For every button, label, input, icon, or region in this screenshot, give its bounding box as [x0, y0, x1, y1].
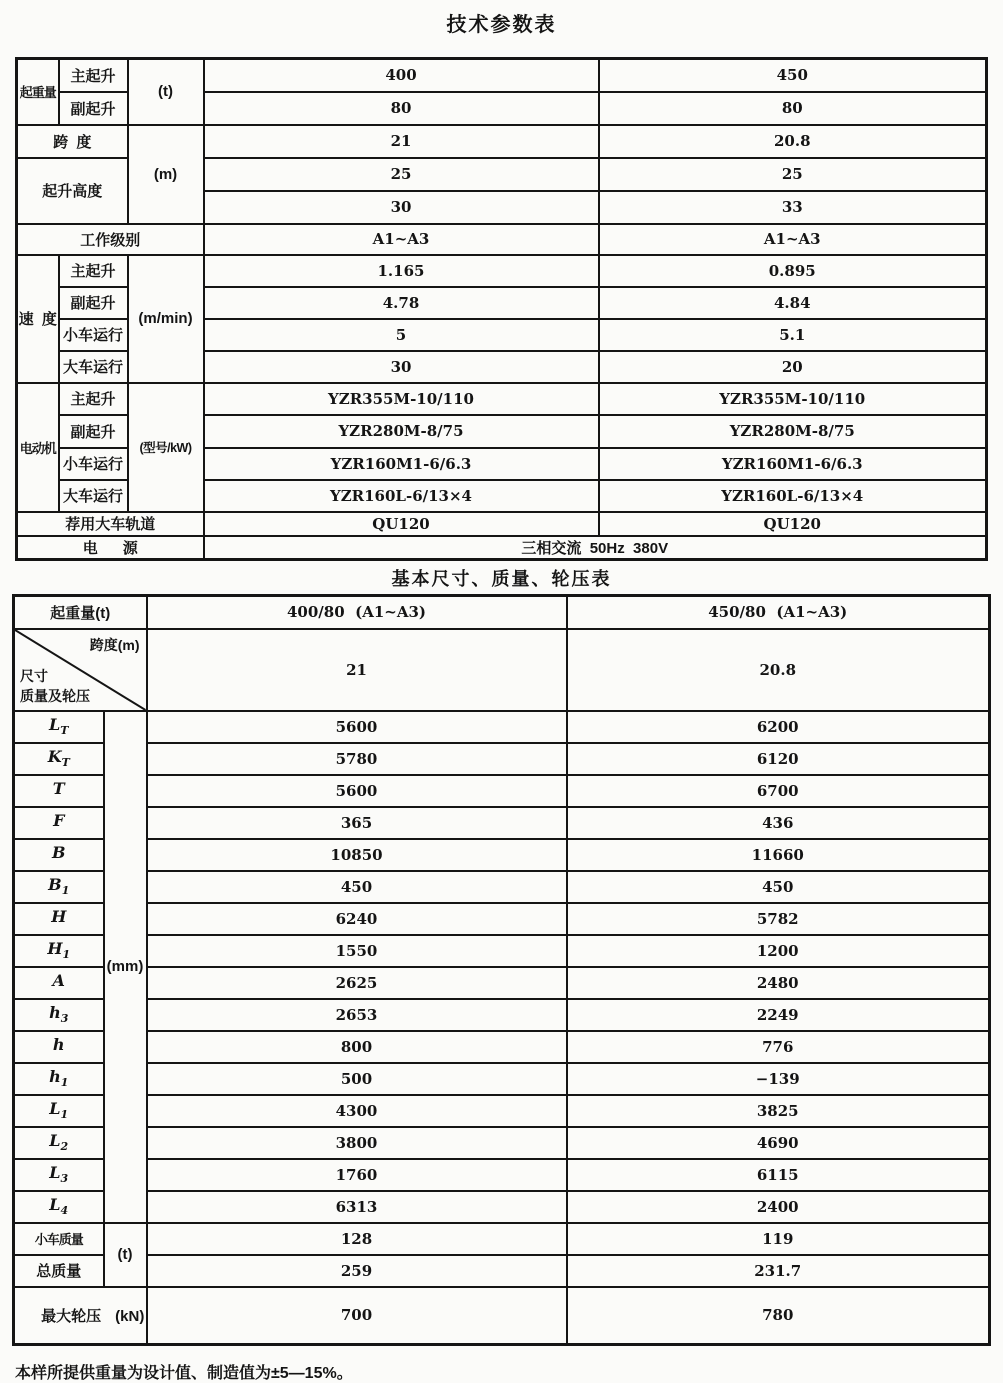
value-cell: 25	[599, 158, 987, 191]
dim-label: $h_3$	[14, 999, 104, 1031]
table-row	[14, 935, 990, 967]
table-row	[14, 807, 990, 839]
row-label-work-class: 工作级别	[17, 224, 204, 255]
value-cell: 6120	[567, 743, 990, 775]
unit-label-t: (t)	[104, 1223, 147, 1287]
row-label-span: 跨 度	[17, 125, 128, 158]
value-cell: YZR355M-10/110	[204, 383, 599, 415]
table-row	[17, 383, 987, 415]
unit-label-m: (m)	[128, 125, 204, 224]
value-cell: 1760	[147, 1159, 567, 1191]
value-cell: 30	[204, 191, 599, 224]
unit-label-kn: (kN)	[115, 1307, 145, 1325]
power-supply-value: 三相交流 50Hz 380V	[204, 536, 987, 560]
value-cell: 2625	[147, 967, 567, 999]
value-cell: 780	[567, 1287, 990, 1345]
table-row	[14, 596, 990, 629]
table-row	[14, 871, 990, 903]
dim-label: $L_4$	[14, 1191, 104, 1223]
value-cell: 5.1	[599, 319, 987, 351]
table-row	[14, 743, 990, 775]
row-label-trolley-mass: 小车质量	[14, 1223, 104, 1255]
dim-label: $K_T$	[14, 743, 104, 775]
table-row	[17, 255, 987, 287]
value-cell: 231.7	[567, 1255, 990, 1287]
value-cell: 3800	[147, 1127, 567, 1159]
table-row	[14, 1095, 990, 1127]
dim-label: $H_1$	[14, 935, 104, 967]
value-cell: 25	[204, 158, 599, 191]
value-cell: 400	[204, 59, 599, 92]
span-value-cell: 20.8	[567, 629, 990, 711]
dim-label: $B_1$	[14, 871, 104, 903]
row-label-crane-travel: 大车运行	[59, 351, 128, 383]
span-value-cell: 21	[147, 629, 567, 711]
table-row	[14, 1287, 990, 1345]
table-row	[14, 839, 990, 871]
value-cell: YZR160M1-6/6.3	[204, 448, 599, 480]
row-label-main-hoist: 主起升	[59, 59, 128, 92]
dim-label: T	[14, 775, 104, 807]
value-cell: 80	[204, 92, 599, 125]
value-cell: 2400	[567, 1191, 990, 1223]
value-cell: 20.8	[599, 125, 987, 158]
value-cell: 20	[599, 351, 987, 383]
table-row	[14, 1191, 990, 1223]
value-cell: 2249	[567, 999, 990, 1031]
table-row	[14, 1127, 990, 1159]
row-label-recommended-rail: 荐用大车轨道	[17, 512, 204, 536]
row-label-max-wheel-load: 最大轮压 (kN)	[14, 1287, 147, 1345]
value-cell: 700	[147, 1287, 567, 1345]
value-cell: −139	[567, 1063, 990, 1095]
footnote: 本样所提供重量为设计值、制造值为±5—15%。	[15, 1364, 353, 1382]
table-row	[17, 512, 987, 536]
value-cell: YZR355M-10/110	[599, 383, 987, 415]
row-label-lifting-height: 起升高度	[17, 158, 128, 224]
value-cell: 33	[599, 191, 987, 224]
value-cell: 4300	[147, 1095, 567, 1127]
row-label-crane-travel: 大车运行	[59, 480, 128, 512]
value-cell: QU120	[599, 512, 987, 536]
unit-label-m-min: (m/min)	[128, 255, 204, 383]
table-row	[14, 999, 990, 1031]
value-cell: 0.895	[599, 255, 987, 287]
dim-label: $L_T$	[14, 711, 104, 743]
value-cell: 450	[567, 871, 990, 903]
value-cell: 5782	[567, 903, 990, 935]
value-cell: 776	[567, 1031, 990, 1063]
value-cell: 80	[599, 92, 987, 125]
value-cell: 6313	[147, 1191, 567, 1223]
value-cell: YZR160M1-6/6.3	[599, 448, 987, 480]
row-label-main-hoist: 主起升	[59, 383, 128, 415]
table-row	[14, 903, 990, 935]
dim-label: F	[14, 807, 104, 839]
row-label-total-mass: 总质量	[14, 1255, 104, 1287]
lifting-capacity-group-label: 起重量	[17, 59, 59, 125]
value-cell: 4.78	[204, 287, 599, 319]
table-row	[14, 775, 990, 807]
value-cell: 259	[147, 1255, 567, 1287]
value-cell: 6115	[567, 1159, 990, 1191]
value-cell: YZR280M-8/75	[204, 415, 599, 448]
value-cell: 11660	[567, 839, 990, 871]
dim-label: A	[14, 967, 104, 999]
technical-parameters-table	[15, 57, 988, 561]
value-cell: YZR280M-8/75	[599, 415, 987, 448]
value-cell: QU120	[204, 512, 599, 536]
row-label-aux-hoist: 副起升	[59, 415, 128, 448]
value-cell: 6700	[567, 775, 990, 807]
value-cell: A1~A3	[599, 224, 987, 255]
value-cell: 800	[147, 1031, 567, 1063]
row-label-power-supply: 电 源	[17, 536, 204, 560]
column-header-400-80: 400/80 (A1~A3)	[147, 596, 567, 629]
value-cell: 5	[204, 319, 599, 351]
value-cell: 5600	[147, 775, 567, 807]
dim-label: H	[14, 903, 104, 935]
dim-label: $L_3$	[14, 1159, 104, 1191]
table-row	[14, 1031, 990, 1063]
row-label-trolley-travel: 小车运行	[59, 319, 128, 351]
value-cell: 1.165	[204, 255, 599, 287]
value-cell: 30	[204, 351, 599, 383]
value-cell: 450	[147, 871, 567, 903]
table-row	[17, 224, 987, 255]
dim-label: $h_1$	[14, 1063, 104, 1095]
value-cell: 21	[204, 125, 599, 158]
page-title-dimensions-mass-wheel-load: 基本尺寸、质量、轮压表	[391, 569, 612, 589]
speed-group-label: 速 度	[17, 255, 59, 383]
row-label-aux-hoist: 副起升	[59, 92, 128, 125]
table-row	[17, 59, 987, 92]
dimensions-mass-wheel-load-table	[12, 594, 991, 1346]
value-cell: 3825	[567, 1095, 990, 1127]
diagonal-label-mass-wheel-load: 质量及轮压	[20, 687, 90, 704]
value-cell: 1200	[567, 935, 990, 967]
row-label-aux-hoist: 副起升	[59, 287, 128, 319]
table-row	[14, 711, 990, 743]
dim-label: h	[14, 1031, 104, 1063]
table-row	[14, 967, 990, 999]
table-row	[14, 1159, 990, 1191]
dim-label: B	[14, 839, 104, 871]
table-row	[14, 1063, 990, 1095]
value-cell: YZR160L-6/13×4	[599, 480, 987, 512]
value-cell: 6240	[147, 903, 567, 935]
unit-label-mm: (mm)	[104, 711, 147, 1223]
table-row	[14, 1255, 990, 1287]
header-lifting-capacity: 起重量(t)	[14, 596, 147, 629]
diagonal-label-span-m: 跨度(m)	[89, 636, 140, 653]
diagonal-label-dimensions: 尺寸	[20, 667, 48, 684]
table-row	[17, 536, 987, 560]
value-cell: 365	[147, 807, 567, 839]
value-cell: YZR160L-6/13×4	[204, 480, 599, 512]
value-cell: 5780	[147, 743, 567, 775]
motor-group-label: 电动机	[17, 383, 59, 512]
row-label-main-hoist: 主起升	[59, 255, 128, 287]
value-cell: 2653	[147, 999, 567, 1031]
unit-label-t: (t)	[128, 59, 204, 125]
value-cell: 450	[599, 59, 987, 92]
value-cell: 6200	[567, 711, 990, 743]
value-cell: 119	[567, 1223, 990, 1255]
value-cell: 436	[567, 807, 990, 839]
table-row	[17, 125, 987, 158]
value-cell: 5600	[147, 711, 567, 743]
diagonal-header-cell	[14, 629, 147, 711]
value-cell: 500	[147, 1063, 567, 1095]
value-cell: 1550	[147, 935, 567, 967]
value-cell: 4.84	[599, 287, 987, 319]
table-row	[14, 629, 990, 711]
table-row	[14, 1223, 990, 1255]
row-label-trolley-travel: 小车运行	[59, 448, 128, 480]
dim-label: $L_1$	[14, 1095, 104, 1127]
value-cell: A1~A3	[204, 224, 599, 255]
value-cell: 128	[147, 1223, 567, 1255]
unit-label-model-kw: (型号/kW)	[128, 383, 204, 512]
value-cell: 10850	[147, 839, 567, 871]
column-header-450-80: 450/80 (A1~A3)	[567, 596, 990, 629]
value-cell: 2480	[567, 967, 990, 999]
value-cell: 4690	[567, 1127, 990, 1159]
dim-label: $L_2$	[14, 1127, 104, 1159]
page-title-technical-parameters: 技术参数表	[446, 14, 557, 36]
